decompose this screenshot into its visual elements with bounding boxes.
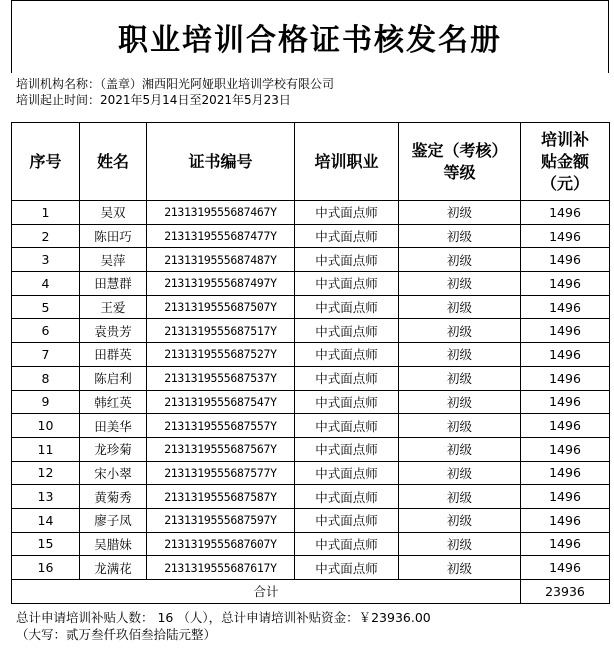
cell-level: 初级	[399, 414, 521, 438]
cell-cert: 2131319555687507Y	[147, 295, 295, 319]
cell-occupation: 中式面点师	[295, 414, 399, 438]
cell-occupation: 中式面点师	[295, 508, 399, 532]
cell-level: 初级	[399, 224, 521, 248]
cell-index: 12	[12, 461, 80, 485]
cell-name: 田美华	[80, 414, 147, 438]
cell-cert: 2131319555687487Y	[147, 248, 295, 272]
table-row	[12, 248, 610, 272]
cell-index: 14	[12, 508, 80, 532]
header-level-line1: 鉴定（考核）	[411, 140, 508, 160]
cell-amount: 1496	[521, 461, 610, 485]
header-cert: 证书编号	[147, 123, 295, 201]
cell-amount: 1496	[521, 437, 610, 461]
cell-occupation: 中式面点师	[295, 437, 399, 461]
cell-cert: 2131319555687617Y	[147, 556, 295, 580]
header-index: 序号	[12, 123, 80, 201]
header-level	[399, 123, 521, 201]
table-row	[12, 532, 610, 556]
table-row	[12, 414, 610, 438]
cell-occupation: 中式面点师	[295, 319, 399, 343]
table-row	[12, 485, 610, 509]
cell-name: 龙满花	[80, 556, 147, 580]
cell-cert: 2131319555687497Y	[147, 272, 295, 296]
table-row	[12, 366, 610, 390]
total-row	[12, 580, 610, 604]
cell-amount: 1496	[521, 295, 610, 319]
total-label: 合计	[12, 580, 521, 604]
cell-amount: 1496	[521, 366, 610, 390]
cell-occupation: 中式面点师	[295, 556, 399, 580]
table-header-row	[12, 123, 610, 201]
cell-cert: 2131319555687607Y	[147, 532, 295, 556]
cell-level: 初级	[399, 556, 521, 580]
header-name: 姓名	[80, 123, 147, 201]
cell-cert: 2131319555687557Y	[147, 414, 295, 438]
cell-level: 初级	[399, 343, 521, 367]
cell-index: 8	[12, 366, 80, 390]
table-row	[12, 556, 610, 580]
table-row	[12, 295, 610, 319]
footer-amount-words: （大写：贰万叁仟玖佰叁拾陆元整）	[16, 627, 217, 642]
cell-cert: 2131319555687517Y	[147, 319, 295, 343]
table-row	[12, 319, 610, 343]
cell-cert: 2131319555687477Y	[147, 224, 295, 248]
cell-name: 陈田巧	[80, 224, 147, 248]
cell-occupation: 中式面点师	[295, 224, 399, 248]
cell-index: 5	[12, 295, 80, 319]
cell-occupation: 中式面点师	[295, 343, 399, 367]
cell-level: 初级	[399, 248, 521, 272]
cell-amount: 1496	[521, 390, 610, 414]
cell-amount: 1496	[521, 224, 610, 248]
header-subsidy-line2: 贴金额	[540, 151, 589, 171]
cell-level: 初级	[399, 272, 521, 296]
cell-cert: 2131319555687527Y	[147, 343, 295, 367]
table-row	[12, 224, 610, 248]
cell-occupation: 中式面点师	[295, 295, 399, 319]
header-level-line2: 等级	[443, 162, 476, 182]
cell-occupation: 中式面点师	[295, 390, 399, 414]
cell-level: 初级	[399, 508, 521, 532]
table-row	[12, 508, 610, 532]
cell-name: 韩红英	[80, 390, 147, 414]
cell-cert: 2131319555687567Y	[147, 437, 295, 461]
cell-cert: 2131319555687467Y	[147, 201, 295, 225]
cell-index: 11	[12, 437, 80, 461]
cell-occupation: 中式面点师	[295, 461, 399, 485]
cell-cert: 2131319555687547Y	[147, 390, 295, 414]
cell-amount: 1496	[521, 201, 610, 225]
cell-index: 7	[12, 343, 80, 367]
cell-name: 黄菊秀	[80, 485, 147, 509]
cell-name: 陈启利	[80, 366, 147, 390]
cell-index: 15	[12, 532, 80, 556]
period-line: 培训起止时间：2021年5月14日至2021年5月23日	[16, 93, 291, 107]
footer-summary: 总计申请培训补贴人数： 16 （人），总计申请培训补贴资金：￥23936.00	[16, 610, 431, 625]
cell-occupation: 中式面点师	[295, 201, 399, 225]
cell-index: 2	[12, 224, 80, 248]
cell-amount: 1496	[521, 485, 610, 509]
total-amount: 23936	[521, 580, 610, 604]
cell-amount: 1496	[521, 319, 610, 343]
cell-occupation: 中式面点师	[295, 485, 399, 509]
table-row	[12, 390, 610, 414]
cell-name: 吴萍	[80, 248, 147, 272]
cell-amount: 1496	[521, 556, 610, 580]
cell-cert: 2131319555687597Y	[147, 508, 295, 532]
cell-occupation: 中式面点师	[295, 532, 399, 556]
cell-index: 1	[12, 201, 80, 225]
cell-name: 吴双	[80, 201, 147, 225]
cell-level: 初级	[399, 319, 521, 343]
cell-amount: 1496	[521, 272, 610, 296]
table-row	[12, 343, 610, 367]
table-row	[12, 437, 610, 461]
cell-name: 王爱	[80, 295, 147, 319]
cell-amount: 1496	[521, 414, 610, 438]
cell-index: 6	[12, 319, 80, 343]
cell-name: 袁贵芳	[80, 319, 147, 343]
cell-cert: 2131319555687577Y	[147, 461, 295, 485]
institution-line: 培训机构名称：（盖章）湘西阳光阿娅职业培训学校有限公司	[16, 77, 335, 91]
cell-level: 初级	[399, 437, 521, 461]
cell-name: 廖子凤	[80, 508, 147, 532]
cell-name: 吴腊妹	[80, 532, 147, 556]
header-subsidy-line3: （元）	[540, 173, 589, 193]
cell-name: 宋小翠	[80, 461, 147, 485]
cell-level: 初级	[399, 532, 521, 556]
cell-index: 13	[12, 485, 80, 509]
cell-cert: 2131319555687587Y	[147, 485, 295, 509]
table-row	[12, 461, 610, 485]
cell-occupation: 中式面点师	[295, 366, 399, 390]
cell-index: 9	[12, 390, 80, 414]
cell-name: 龙珍菊	[80, 437, 147, 461]
cell-index: 3	[12, 248, 80, 272]
cell-amount: 1496	[521, 532, 610, 556]
table-row	[12, 272, 610, 296]
header-subsidy-line1: 培训补	[540, 129, 589, 149]
cell-index: 16	[12, 556, 80, 580]
roster-table	[11, 122, 610, 604]
cell-level: 初级	[399, 366, 521, 390]
cell-amount: 1496	[521, 343, 610, 367]
cell-index: 10	[12, 414, 80, 438]
cell-cert: 2131319555687537Y	[147, 366, 295, 390]
cell-amount: 1496	[521, 508, 610, 532]
cell-amount: 1496	[521, 248, 610, 272]
cell-occupation: 中式面点师	[295, 272, 399, 296]
cell-level: 初级	[399, 461, 521, 485]
page-title: 职业培训合格证书核发名册	[118, 23, 502, 58]
table-body	[12, 201, 610, 580]
title-row	[11, 0, 609, 73]
cell-index: 4	[12, 272, 80, 296]
cell-name: 田群英	[80, 343, 147, 367]
cell-level: 初级	[399, 390, 521, 414]
cell-name: 田慧群	[80, 272, 147, 296]
cell-level: 初级	[399, 201, 521, 225]
cell-level: 初级	[399, 485, 521, 509]
cell-level: 初级	[399, 295, 521, 319]
header-subsidy	[521, 123, 610, 201]
table-row	[12, 201, 610, 225]
header-occupation: 培训职业	[295, 123, 399, 201]
cell-occupation: 中式面点师	[295, 248, 399, 272]
